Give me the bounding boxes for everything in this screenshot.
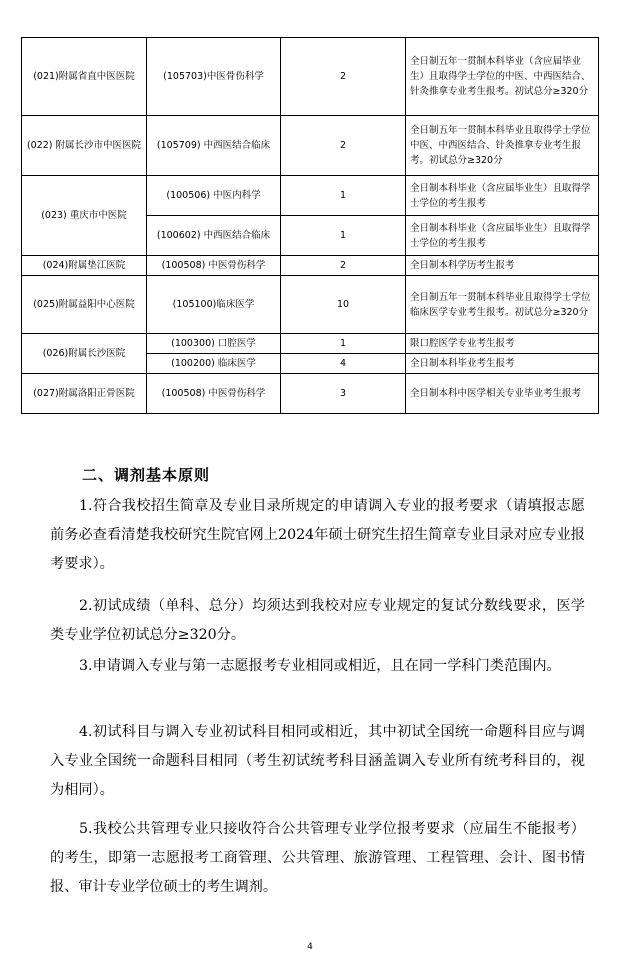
unit-cell: (026)附属长沙医院 — [22, 334, 147, 374]
count-cell: 2 — [281, 38, 406, 116]
table-row — [22, 374, 599, 414]
count-cell: 2 — [281, 116, 406, 176]
major-cell: (100200) 临床医学 — [147, 354, 281, 374]
unit-cell: (024)附属垫江医院 — [22, 256, 147, 276]
admission-table — [21, 37, 599, 414]
principle-paragraph-2: 2.初试成绩（单科、总分）均须达到我校对应专业规定的复试分数线要求，医学类专业学位初试总分≥320分。 — [50, 598, 585, 643]
principle-paragraph-4: 4.初试科目与调入专业初试科目相同或相近，其中初试全国统一命题科目应与调入专业全国统一命题科目相同（考生初试统考科目涵盖调入专业所有统考科目的，视为相同）。 — [50, 724, 585, 798]
count-cell: 1 — [281, 216, 406, 256]
table-row — [22, 38, 599, 116]
unit-cell: (022) 附属长沙市中医医院 — [22, 116, 147, 176]
table-row — [22, 176, 599, 216]
requirement-cell: 全日制本科毕业考生报考 — [406, 354, 599, 374]
unit-cell: (025)附属益阳中心医院 — [22, 276, 147, 334]
requirement-cell: 全日制本科学历考生报考 — [406, 256, 599, 276]
requirement-cell: 全日制本科毕业（含应届毕业生）且取得学士学位的考生报考 — [406, 216, 599, 256]
principle-paragraph-5: 5.我校公共管理专业只接收符合公共管理专业学位报考要求（应届生不能报考）的考生，即第一志愿报考工商管理、公共管理、旅游管理、工程管理、会计、图书情报、审计专业学位硕士的考生调剂。 — [50, 821, 585, 895]
unit-cell: (023) 重庆市中医院 — [22, 176, 147, 256]
requirement-cell: 全日制本科中医学相关专业毕业考生报考 — [406, 374, 599, 414]
requirement-cell: 全日制五年一贯制本科毕业且取得学士学位中医、中西医结合、针灸推拿专业考生报考。初试总分≥320分 — [406, 116, 599, 176]
count-cell: 2 — [281, 256, 406, 276]
requirement-cell: 限口腔医学专业考生报考 — [406, 334, 599, 354]
section-heading: 二、调剂基本原则 — [82, 466, 211, 484]
major-cell: (105100)临床医学 — [147, 276, 281, 334]
major-cell: (100300) 口腔医学 — [147, 334, 281, 354]
table-row — [22, 276, 599, 334]
major-cell: (105703)中医骨伤科学 — [147, 38, 281, 116]
page-number: 4 — [307, 942, 313, 952]
major-cell: (100506) 中医内科学 — [147, 176, 281, 216]
count-cell: 10 — [281, 276, 406, 334]
count-cell: 3 — [281, 374, 406, 414]
requirement-cell: 全日制五年一贯制本科毕业且取得学士学位临床医学专业考生报考。初试总分≥320分 — [406, 276, 599, 334]
table-row — [22, 334, 599, 354]
table-body — [22, 38, 599, 414]
major-cell: (100508) 中医骨伤科学 — [147, 256, 281, 276]
unit-cell: (021)附属省直中医医院 — [22, 38, 147, 116]
requirement-cell: 全日制本科毕业（含应届毕业生）且取得学士学位的考生报考 — [406, 176, 599, 216]
major-cell: (100508) 中医骨伤科学 — [147, 374, 281, 414]
principle-paragraph-3: 3.申请调入专业与第一志愿报考专业相同或相近，且在同一学科门类范围内。 — [79, 658, 561, 674]
count-cell: 1 — [281, 176, 406, 216]
count-cell: 1 — [281, 334, 406, 354]
table-row — [22, 116, 599, 176]
major-cell: (105709) 中西医结合临床 — [147, 116, 281, 176]
unit-cell: (027)附属洛阳正骨医院 — [22, 374, 147, 414]
requirement-cell: 全日制五年一贯制本科毕业（含应届毕业生）且取得学士学位的中医、中西医结合、针灸推拿专业考生报考。初试总分≥320分 — [406, 38, 599, 116]
major-cell: (100602) 中西医结合临床 — [147, 216, 281, 256]
table-row — [22, 256, 599, 276]
principle-paragraph-1: 1.符合我校招生简章及专业目录所规定的申请调入专业的报考要求（请填报志愿前务必查看清楚我校研究生院官网上2024年硕士研究生招生简章专业目录对应专业报考要求）。 — [50, 498, 585, 572]
count-cell: 4 — [281, 354, 406, 374]
